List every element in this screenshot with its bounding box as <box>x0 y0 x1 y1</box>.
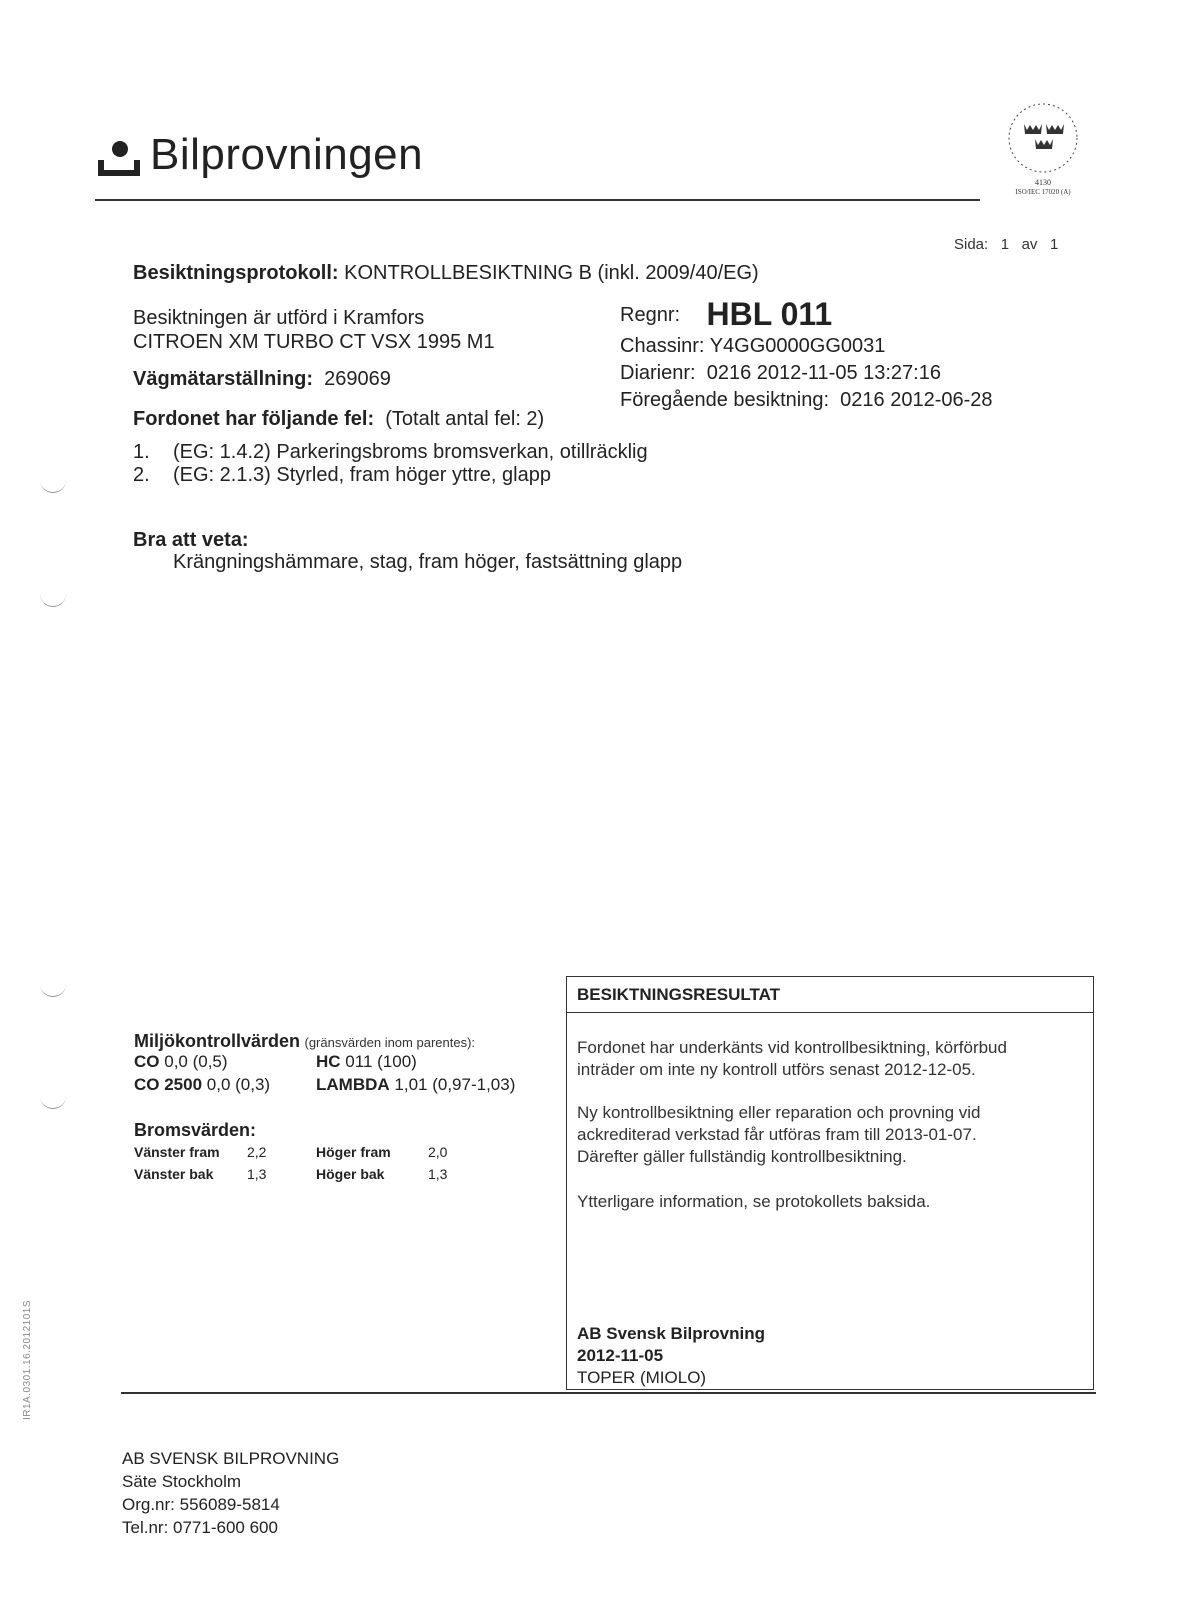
result-para2-line2: ackrediterad verkstad får utföras fram till 2013-01-07. <box>577 1125 977 1144</box>
co2500-value: 0,0 (0,3) <box>206 1075 271 1094</box>
protocol-line <box>133 262 759 285</box>
protocol-value: KONTROLLBESIKTNING B (inkl. 2009/40/EG) <box>344 262 759 284</box>
faults-label: Fordonet har följande fel: <box>133 408 375 430</box>
result-para3: Ytterligare information, se protokollets baksida. <box>577 1192 931 1211</box>
result-header <box>567 977 1093 1013</box>
result-box <box>566 976 1094 1390</box>
environment-label: Miljökontrollvärden <box>134 1031 301 1051</box>
side-form-code: IR1A.0301.16.2012101S <box>22 1299 33 1420</box>
swedac-standard: ISO/IEC 17020 (A) <box>1015 188 1071 196</box>
brand-name: Bilprovningen <box>150 130 424 179</box>
swedac-seal <box>1000 100 1086 210</box>
brand-person-icon <box>96 134 142 180</box>
fault-text: (EG: 2.1.3) Styrled, fram höger yttre, glapp <box>173 464 551 486</box>
odometer-line <box>133 368 391 391</box>
previous-inspection-line <box>620 389 993 412</box>
regnr-line <box>620 296 832 333</box>
brake-right-rear-value: 1,3 <box>428 1166 448 1182</box>
chassis-line <box>620 335 885 358</box>
result-date: 2012-11-05 <box>577 1346 664 1365</box>
regnr-label: Regnr: <box>620 304 681 326</box>
odometer-value: 269069 <box>324 368 391 390</box>
fault-item <box>133 464 551 487</box>
punch-hole-mark <box>40 478 66 493</box>
hc-label: HC <box>316 1052 341 1071</box>
previous-value: 0216 2012-06-28 <box>840 389 993 411</box>
good-to-know-text: Krängningshämmare, stag, fram höger, fastsättning glapp <box>173 551 683 573</box>
result-para2-line3: Därefter gäller fullständig kontrollbesiktning. <box>577 1147 907 1166</box>
diary-label: Diarienr: <box>620 362 696 384</box>
header-divider <box>95 199 980 201</box>
result-heading: BESIKTNINGSRESULTAT <box>577 985 781 1004</box>
footer-org: Org.nr: 556089-5814 <box>122 1495 280 1514</box>
footer-company: AB SVENSK BILPROVNING <box>122 1449 340 1468</box>
diary-line <box>620 362 941 385</box>
fault-text: (EG: 1.4.2) Parkeringsbroms bromsverkan, otillräcklig <box>173 441 648 463</box>
co2500-label: CO 2500 <box>134 1075 203 1094</box>
page-of: av <box>1021 236 1038 253</box>
environment-note: (gränsvärden inom parentes): <box>304 1035 476 1050</box>
page-label: Sida: <box>954 236 989 253</box>
brake-left-rear-label: Vänster bak <box>134 1166 214 1182</box>
fault-number: 1. <box>133 441 150 463</box>
footer-seat: Säte Stockholm <box>122 1472 242 1491</box>
brake-left-front-label: Vänster fram <box>134 1144 220 1160</box>
brake-right-rear-label: Höger bak <box>316 1166 385 1182</box>
swedac-crowns-icon <box>1000 100 1086 180</box>
co-value: 0,0 (0,5) <box>164 1052 228 1071</box>
chassis-label: Chassinr: <box>620 335 705 357</box>
vehicle-model: CITROEN XM TURBO CT VSX 1995 M1 <box>133 331 495 353</box>
protocol-label: Besiktningsprotokoll: <box>133 262 339 284</box>
good-to-know-label: Bra att veta: <box>133 529 249 551</box>
footer-divider <box>121 1392 1096 1394</box>
result-signer: TOPER (MIOLO) <box>577 1368 707 1387</box>
inspection-location: Besiktningen är utförd i Kramfors <box>133 307 425 329</box>
punch-hole-mark <box>40 982 66 997</box>
lambda-value: 1,01 (0,97-1,03) <box>394 1075 516 1094</box>
brakes-label: Bromsvärden: <box>134 1120 257 1140</box>
footer-tel: Tel.nr: 0771-600 600 <box>122 1518 278 1537</box>
regnr-value: HBL 011 <box>706 296 833 332</box>
punch-hole-mark <box>40 1094 66 1109</box>
result-para1-line1: Fordonet har underkänts vid kontrollbesiktning, körförbud <box>577 1038 1007 1057</box>
co2500-value-line <box>134 1074 270 1096</box>
faults-heading <box>133 408 544 431</box>
result-company: AB Svensk Bilprovning <box>577 1324 765 1343</box>
swedac-number: 4130 <box>1035 178 1051 187</box>
page-current: 1 <box>1000 236 1010 253</box>
hc-value: 011 (100) <box>345 1052 417 1071</box>
lambda-label: LAMBDA <box>316 1075 390 1094</box>
diary-value: 0216 2012-11-05 13:27:16 <box>706 362 941 384</box>
odometer-label: Vägmätarställning: <box>133 368 314 390</box>
brake-right-front-label: Höger fram <box>316 1144 391 1160</box>
hc-value-line <box>316 1051 417 1073</box>
faults-total: (Totalt antal fel: 2) <box>385 408 545 430</box>
co-label: CO <box>134 1052 160 1071</box>
brake-left-rear-value: 1,3 <box>247 1166 267 1182</box>
result-para1-line2: inträder om inte ny kontroll utförs senast 2012-12-05. <box>577 1060 976 1079</box>
previous-label: Föregående besiktning: <box>620 389 830 411</box>
brake-left-front-value: 2,2 <box>247 1144 267 1160</box>
result-para2-line1: Ny kontrollbesiktning eller reparation och provning vid <box>577 1103 981 1122</box>
brake-right-front-value: 2,0 <box>428 1144 448 1160</box>
lambda-value-line <box>316 1074 515 1096</box>
fault-item <box>133 441 648 464</box>
page-total: 1 <box>1049 236 1059 253</box>
fault-number: 2. <box>133 464 150 486</box>
chassis-value: Y4GG0000GG0031 <box>709 335 886 357</box>
page-indicator <box>954 234 1058 256</box>
co-value-line <box>134 1051 228 1073</box>
punch-hole-mark <box>40 592 66 607</box>
